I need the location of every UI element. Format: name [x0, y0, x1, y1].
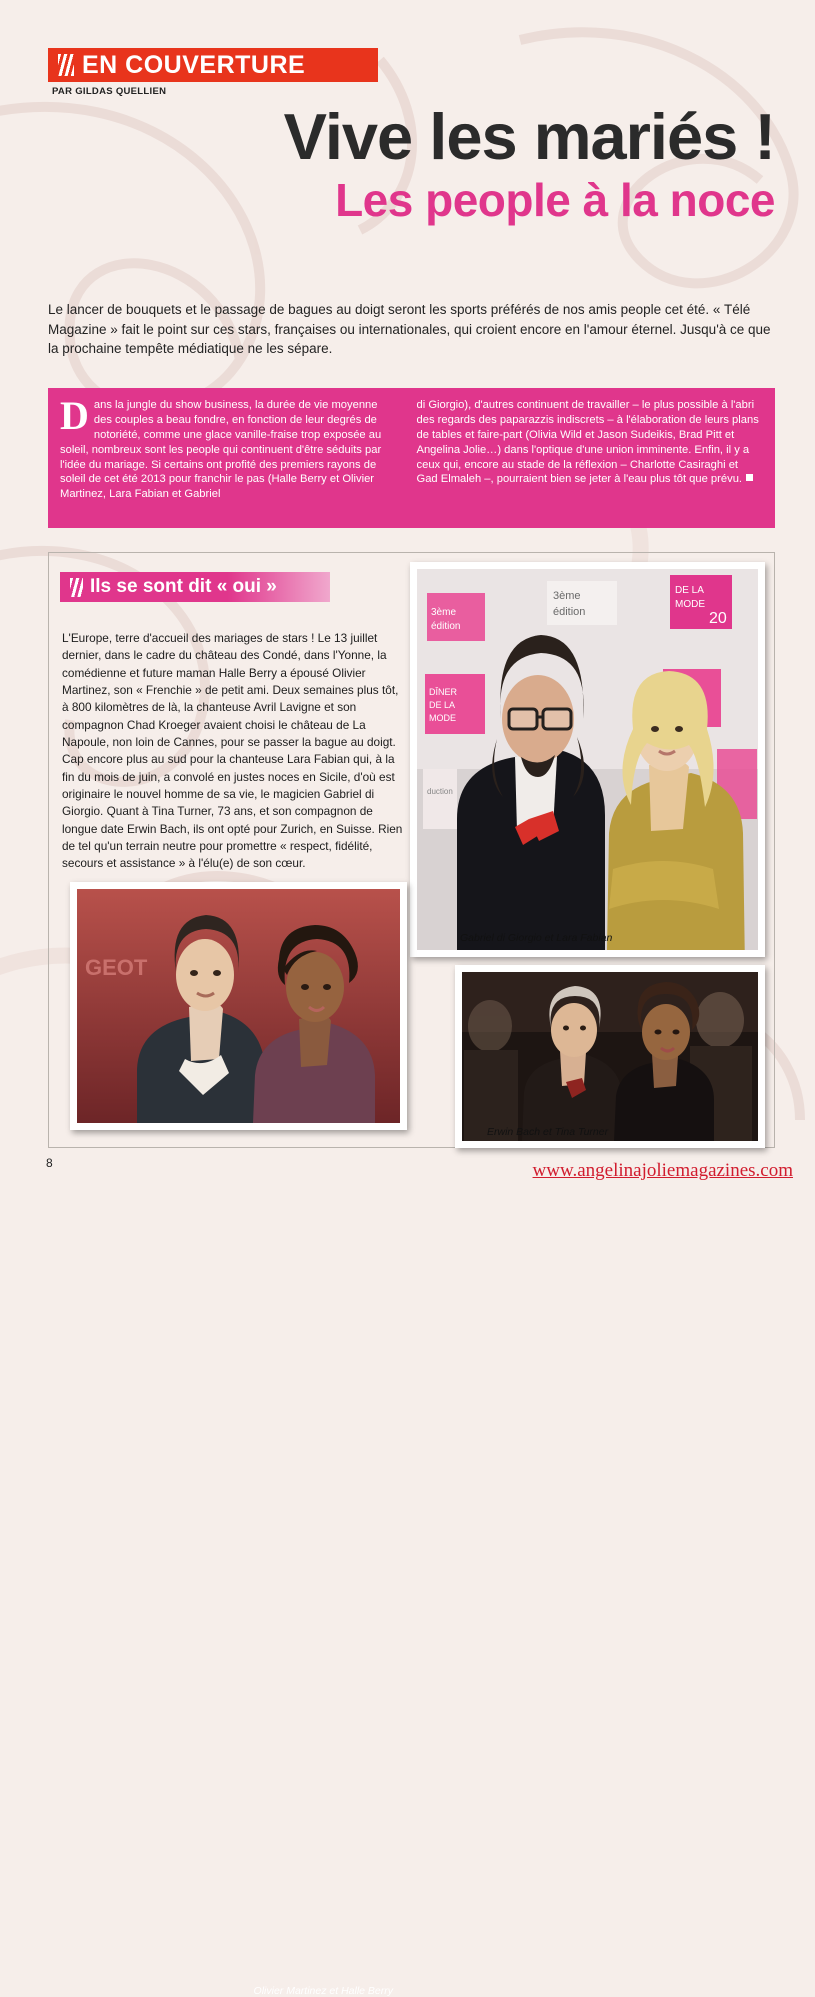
page-title: Vive les mariés ! — [283, 100, 775, 173]
photo-content — [462, 972, 758, 1141]
page-subtitle: Les people à la noce — [335, 174, 775, 226]
intro-text-right: di Giorgio), d'autres continuent de travailler – le plus possible à l'abri des regards des paparazzis indiscrets – à l'élaboration de leurs plans de tables et faire-part (Olivia Wild et Jason Sudeikis, Brad Pitt et Angelina Jolie…) dans l'optique d'une union imminente. Enfin, il y a ceux qui, encore au stade de la réflexion – Charlotte Casiraghi et Gad Elmaleh –, pourraient bien se jeter à l'eau plus tôt que prévu. — [416, 399, 759, 486]
photo-gabriel-lara — [410, 562, 765, 957]
svg-text:DÎNER: DÎNER — [429, 687, 458, 697]
svg-text:GEOT: GEOT — [85, 955, 148, 980]
kicker-label: EN COUVERTURE — [82, 50, 306, 79]
photo-olivier-halle: GEOT Olivier Martinez et Halle Berry — [70, 882, 407, 1130]
photo-caption-gabriel-lara: Gabriel di Giorgio et Lara Fabian — [460, 932, 613, 944]
section-ribbon-label: Ils se sont dit « oui » — [90, 576, 277, 597]
svg-text:DE LA: DE LA — [429, 700, 456, 710]
end-mark-icon — [746, 474, 753, 481]
svg-text:MODE: MODE — [675, 599, 705, 610]
section-body-text: L'Europe, terre d'accueil des mariages de stars ! Le 13 juillet dernier, dans le cadre du château des Condé, dans l'Yonne, la comédienne et future maman Halle Berry a épousé Olivier Martinez, son « Frenchie » de petit ami. Deux semaines plus tôt, à 800 kilomètres de là, la chanteuse Avril Lavigne et son compagnon Chad Kroeger avaient choisi le château de La Napoule, non loin de Cannes, pour se passer la bague au doigt. Cap encore plus au sud pour la chanteuse Lara Fabian qui, à la fin du mois de juin, a convolé en justes noces en Sicile, d'où est originaire le nouvel homme de sa vie, le magicien Gabriel di Giorgio. Quant à Tina Turner, 73 ans, et son compagnon de longue date Erwin Bach, ils ont opté pour Zurich, en Suisse. Rien de tel qu'un terrain neutre pour promettre « respect, fidélité, secours et assistance » à l'élu(e) de son cœur. — [62, 631, 403, 871]
kicker-block — [48, 48, 378, 97]
photo-caption-erwin-tina: Erwin Bach et Tina Turner — [487, 1126, 609, 1138]
intro-box — [48, 388, 775, 528]
photo-content — [417, 569, 758, 950]
svg-text:20: 20 — [709, 610, 727, 627]
svg-text:3ème: 3ème — [553, 590, 581, 602]
kicker-bar — [48, 48, 378, 82]
photo-erwin-tina — [455, 965, 765, 1148]
svg-text:édition: édition — [553, 606, 586, 618]
intro-column-left — [60, 393, 411, 518]
standfirst: Le lancer de bouquets et le passage de bagues au doigt seront les sports préférés de nos amis people cet été. « Télé Magazine » fait le point sur ces stars, françaises ou internationales, qui croient encore en l'amour éternel. Jusqu'à ce que la prochaine tempête médiatique ne les sépare. — [48, 302, 771, 357]
svg-text:duction: duction — [427, 787, 453, 796]
section-ribbon — [60, 572, 330, 602]
title-block — [75, 100, 775, 226]
svg-text:édition: édition — [431, 621, 461, 632]
page-number: 8 — [46, 1156, 53, 1170]
intro-text-left: ans la jungle du show business, la durée de vie moyenne des couples a beau fondre, en fonction de leur degrés de notoriété, comme une glace vanille-fraise trop exposée au soleil, nombreux sont les people qui continuent d'être séduits par l'idée du mariage. Si certains ont profité des premiers rayons de soleil de cet été 2013 pour franchir le pas (Halle Berry et Olivier Martinez, Lara Fabian et Gabriel — [60, 399, 382, 501]
source-url: www.angelinajoliemagazines.com — [532, 1160, 793, 1181]
slashes-icon — [58, 54, 74, 76]
photo-content — [77, 889, 400, 1123]
byline: PAR GILDAS QUELLIEN — [52, 86, 167, 97]
svg-text:DE LA: DE LA — [675, 585, 704, 596]
svg-text:3ème: 3ème — [431, 607, 457, 618]
slashes-icon — [70, 578, 83, 597]
svg-text:MODE: MODE — [429, 713, 456, 723]
drop-cap: D — [60, 393, 89, 438]
intro-column-right — [411, 398, 762, 518]
